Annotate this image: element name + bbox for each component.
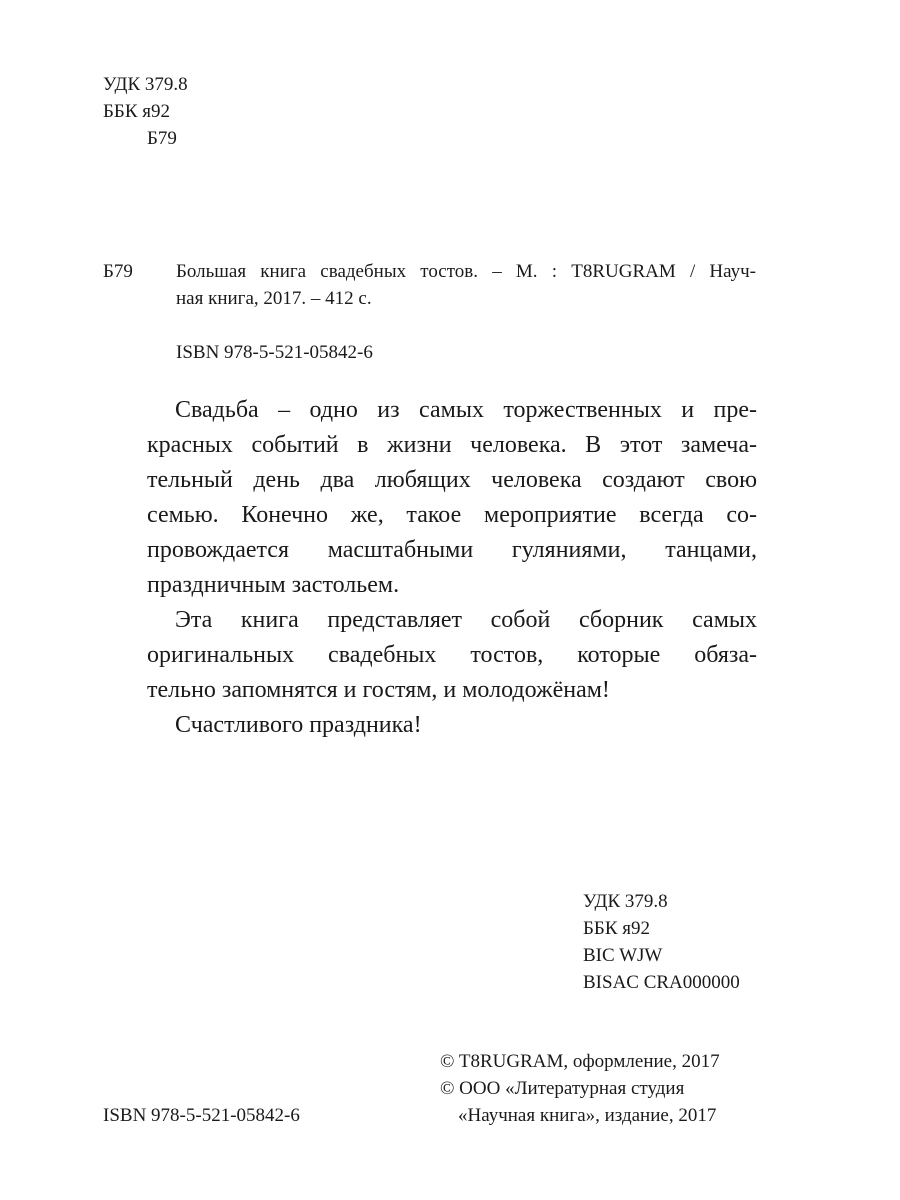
- annotation-line: праздничным застольем.: [147, 572, 400, 598]
- annotation-paragraph-2: [147, 603, 757, 708]
- header-codes: [103, 71, 188, 152]
- udk-code: УДК 379.8: [583, 891, 668, 912]
- copyright-line-2: © ООО «Литературная студия: [440, 1078, 685, 1099]
- bibliographic-line-1: Большая книга свадебных тостов. – М. : T8RUGRAM / Науч-: [176, 261, 756, 282]
- bibliographic-line-2: ная книга, 2017. – 412 с.: [176, 288, 372, 309]
- annotation: [147, 393, 757, 743]
- annotation-line: тельно запомнятся и гостям, и молодожёнам!: [147, 677, 610, 703]
- bbk-code: ББК я92: [583, 918, 650, 939]
- annotation-line: тельный день два любящих человека создают свою: [147, 467, 757, 493]
- classification-codes: [583, 888, 740, 996]
- copyright-line-1: © T8RUGRAM, оформление, 2017: [440, 1051, 720, 1072]
- annotation-line: Эта книга представляет собой сборник самых: [175, 607, 757, 633]
- entry-isbn: ISBN 978-5-521-05842-6: [176, 342, 373, 363]
- annotation-paragraph-1: [147, 393, 757, 603]
- annotation-line: провождается масштабными гуляниями, танцами,: [147, 537, 757, 563]
- bic-code: BIC WJW: [583, 945, 663, 966]
- annotation-line: оригинальных свадебных тостов, которые обяза-: [147, 642, 757, 668]
- annotation-line: Счастливого праздника!: [175, 712, 422, 738]
- footer-isbn: ISBN 978-5-521-05842-6: [103, 1105, 300, 1126]
- annotation-line: красных событий в жизни человека. В этот замеча-: [147, 432, 757, 458]
- annotation-line: Свадьба – одно из самых торжественных и пре-: [175, 397, 757, 423]
- copyright-notice: [440, 1048, 760, 1129]
- bibliographic-description: [176, 258, 756, 312]
- bbk-code: ББК я92: [103, 101, 170, 122]
- annotation-line: семью. Конечно же, такое мероприятие всегда со-: [147, 502, 757, 528]
- entry-author-mark: Б79: [103, 261, 133, 282]
- copyright-line-3: «Научная книга», издание, 2017: [458, 1105, 717, 1126]
- annotation-paragraph-3: [147, 708, 757, 743]
- udk-code: УДК 379.8: [103, 74, 188, 95]
- author-mark: Б79: [147, 128, 177, 149]
- bisac-code: BISAC CRA000000: [583, 972, 740, 993]
